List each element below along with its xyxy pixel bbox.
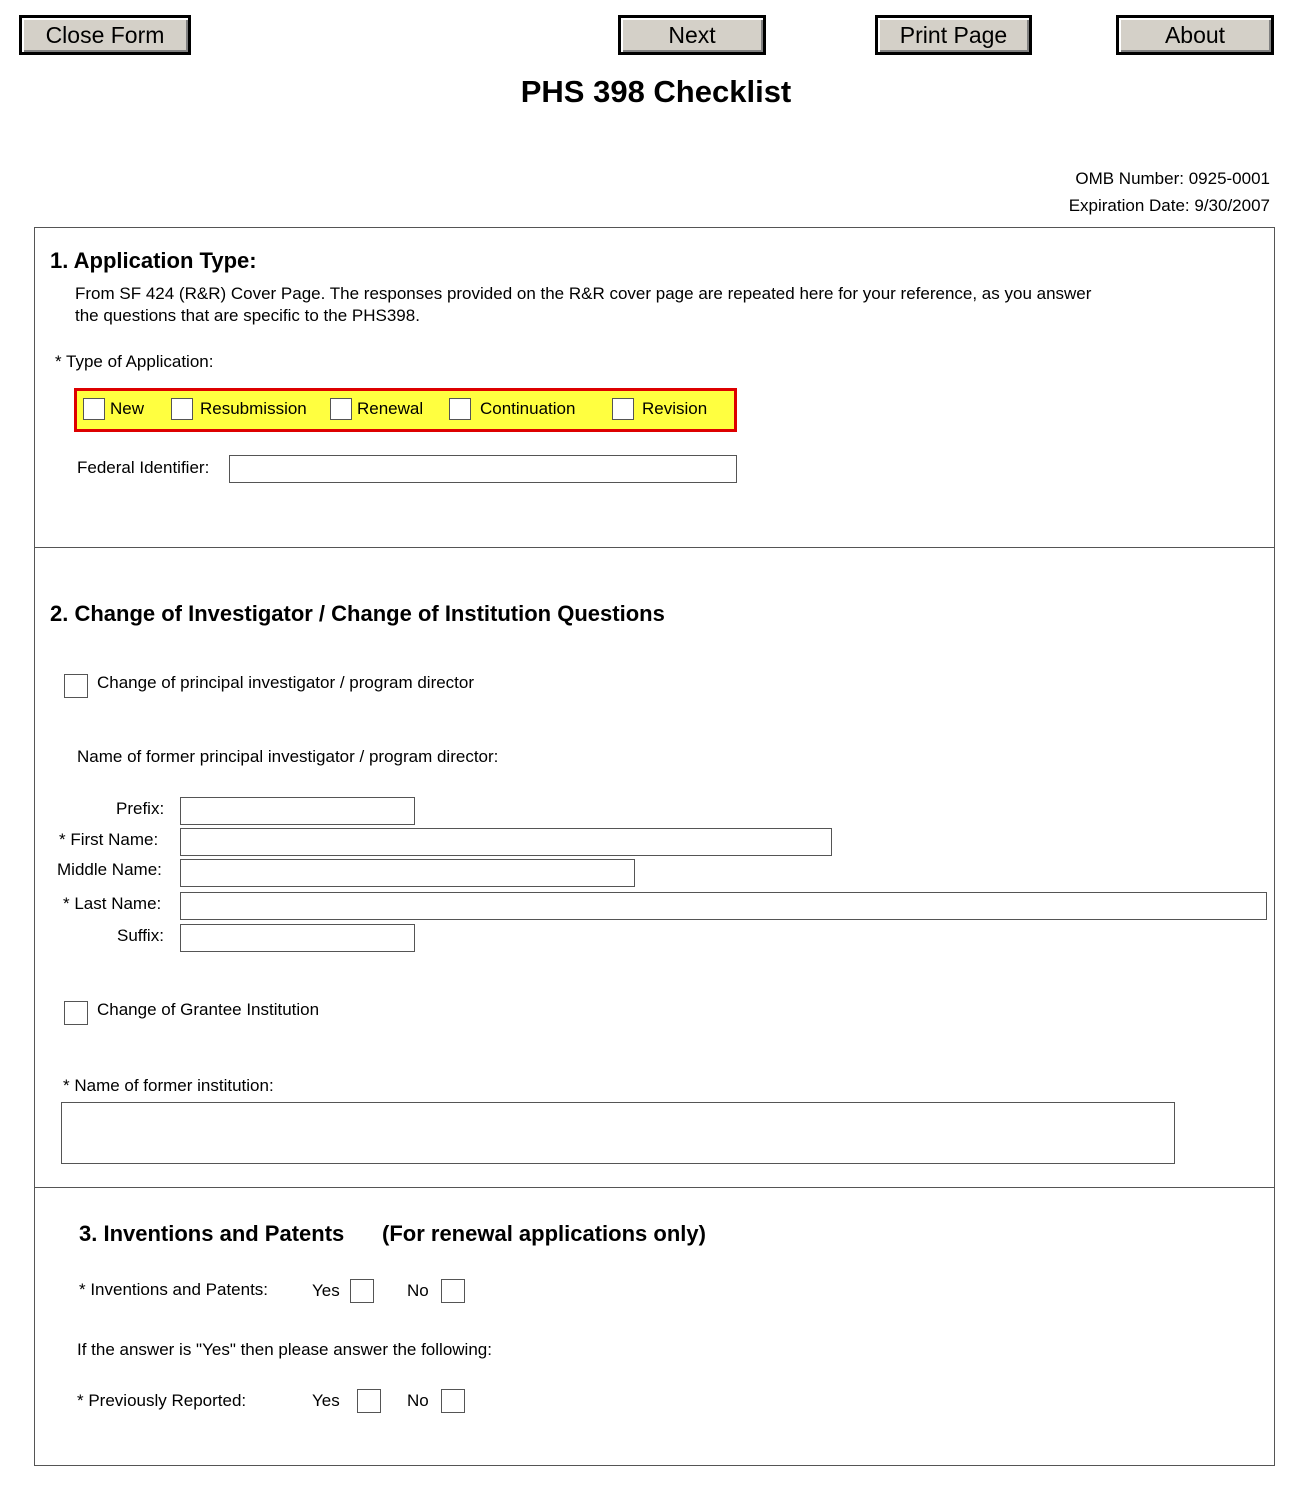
inventions-yes-label: Yes	[312, 1281, 340, 1300]
change-pi-checkbox[interactable]	[64, 674, 88, 698]
divider	[35, 1187, 1275, 1188]
change-pi-label: Change of principal investigator / program director	[97, 673, 475, 692]
option-revision-label: Revision	[642, 399, 708, 418]
section1-heading: 1. Application Type:	[50, 248, 257, 273]
last-name-input[interactable]	[180, 892, 1267, 920]
option-new-label: New	[110, 399, 145, 418]
previously-reported-label: * Previously Reported:	[77, 1391, 247, 1410]
change-institution-checkbox[interactable]	[64, 1001, 88, 1025]
former-pi-label: Name of former principal investigator / program director:	[77, 747, 499, 766]
former-institution-input[interactable]	[61, 1102, 1175, 1164]
section1-description: From SF 424 (R&R) Cover Page. The responses provided on the R&R cover page are repeated here for your reference, as you answer	[75, 284, 1092, 303]
first-name-label: * First Name:	[59, 830, 159, 849]
if-yes-instruction: If the answer is "Yes" then please answer the following:	[77, 1340, 492, 1359]
section1-description-2: the questions that are specific to the PHS398.	[75, 306, 420, 325]
option-continuation-label: Continuation	[480, 399, 576, 418]
former-institution-label: * Name of former institution:	[63, 1076, 274, 1095]
expiration-date: Expiration Date: 9/30/2007	[1068, 196, 1270, 215]
inventions-no-checkbox[interactable]	[441, 1279, 465, 1303]
change-institution-label: Change of Grantee Institution	[97, 1000, 320, 1019]
checkbox-resubmission[interactable]	[171, 398, 193, 420]
inventions-yes-checkbox[interactable]	[350, 1279, 374, 1303]
checkbox-new[interactable]	[83, 398, 105, 420]
middle-name-label: Middle Name:	[57, 860, 162, 879]
checkbox-revision[interactable]	[612, 398, 634, 420]
prefix-label: Prefix:	[116, 799, 165, 818]
type-of-application-label: * Type of Application:	[55, 352, 214, 371]
first-name-input[interactable]	[180, 828, 832, 856]
section3-subheading: (For renewal applications only)	[382, 1221, 706, 1246]
print-page-button[interactable]: Print Page	[875, 15, 1032, 55]
checkbox-continuation[interactable]	[449, 398, 471, 420]
reported-yes-checkbox[interactable]	[357, 1389, 381, 1413]
suffix-input[interactable]	[180, 924, 415, 952]
last-name-label: * Last Name:	[63, 894, 162, 913]
reported-yes-label: Yes	[312, 1391, 340, 1410]
divider	[35, 547, 1275, 548]
federal-identifier-input[interactable]	[229, 455, 737, 483]
section3-heading: 3. Inventions and Patents	[79, 1221, 345, 1246]
next-button[interactable]: Next	[618, 15, 766, 55]
middle-name-input[interactable]	[180, 859, 635, 887]
option-resubmission-label: Resubmission	[200, 399, 307, 418]
page-title: PHS 398 Checklist	[520, 74, 792, 109]
federal-identifier-label: Federal Identifier:	[77, 458, 210, 477]
close-form-button[interactable]: Close Form	[19, 15, 191, 55]
checkbox-renewal[interactable]	[330, 398, 352, 420]
inventions-no-label: No	[407, 1281, 429, 1300]
omb-number: OMB Number: 0925-0001	[1075, 169, 1270, 188]
section2-heading: 2. Change of Investigator / Change of Institution Questions	[50, 601, 665, 626]
suffix-label: Suffix:	[117, 926, 164, 945]
option-renewal-label: Renewal	[357, 399, 424, 418]
prefix-input[interactable]	[180, 797, 415, 825]
reported-no-label: No	[407, 1391, 429, 1410]
reported-no-checkbox[interactable]	[441, 1389, 465, 1413]
inventions-label: * Inventions and Patents:	[79, 1280, 269, 1299]
about-button[interactable]: About	[1116, 15, 1274, 55]
